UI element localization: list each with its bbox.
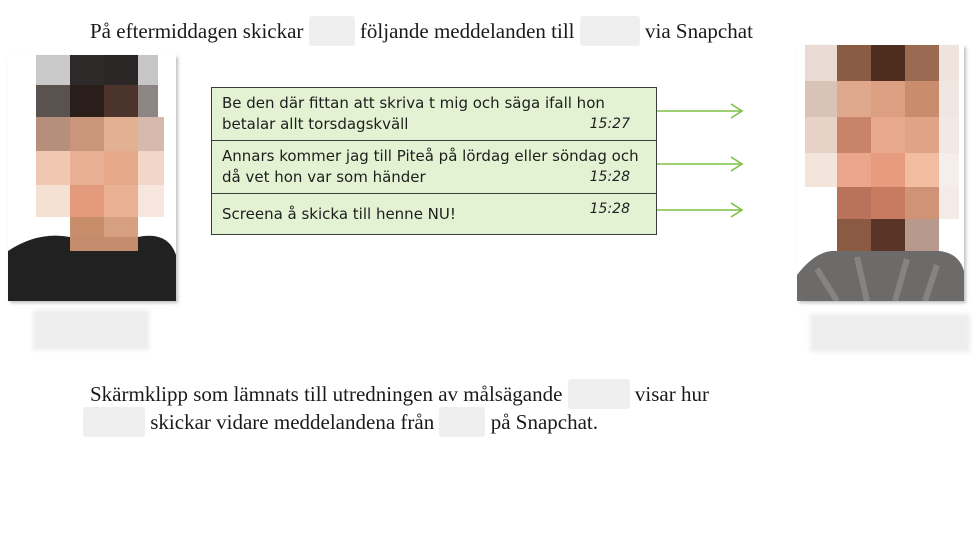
intro-paragraph — [90, 17, 753, 46]
pixelated-photo-recipient — [797, 45, 964, 301]
intro-text-2: följande meddelanden till — [359, 19, 575, 43]
pixelated-face-image — [8, 55, 176, 301]
message-text: Be den där fittan att skriva t mig och säga ifall hon betalar allt torsdagskväll — [222, 94, 605, 133]
redacted-name-label — [33, 310, 149, 350]
arrow-right-icon — [657, 200, 747, 220]
message-item — [212, 88, 656, 141]
message-time: 15:28 — [589, 201, 630, 217]
redacted-name-label — [810, 314, 970, 352]
pixelated-face-image — [797, 45, 964, 301]
message-time: 15:28 — [589, 169, 630, 185]
redacted-name — [580, 16, 640, 46]
redacted-name — [309, 16, 355, 46]
redacted-name — [83, 407, 145, 437]
intro-text-3: via Snapchat — [645, 19, 753, 43]
arrow-right-icon — [657, 154, 747, 174]
message-text: Annars kommer jag till Piteå på lördag eller söndag och då vet hon var som händer — [222, 147, 639, 186]
arrow-right-icon — [657, 101, 747, 121]
redacted-name — [568, 379, 630, 409]
caption-line-2 — [83, 408, 598, 437]
message-text: Screena å skicka till henne NU! — [222, 205, 456, 223]
caption-text-2: skickar vidare meddelandena från — [150, 410, 435, 434]
caption-line-1 — [90, 380, 709, 409]
intro-text-1: På eftermiddagen skickar — [90, 19, 304, 43]
pixelated-photo-sender — [8, 55, 176, 301]
snapchat-messages — [211, 87, 657, 235]
caption-text-1-end: visar hur — [634, 382, 709, 406]
redacted-name — [439, 407, 485, 437]
caption-text-1: Skärmklipp som lämnats till utredningen av målsägande — [90, 382, 563, 406]
message-time: 15:27 — [589, 116, 630, 132]
message-item — [212, 194, 656, 234]
message-item — [212, 141, 656, 194]
caption-text-2-end: på Snapchat. — [490, 410, 598, 434]
